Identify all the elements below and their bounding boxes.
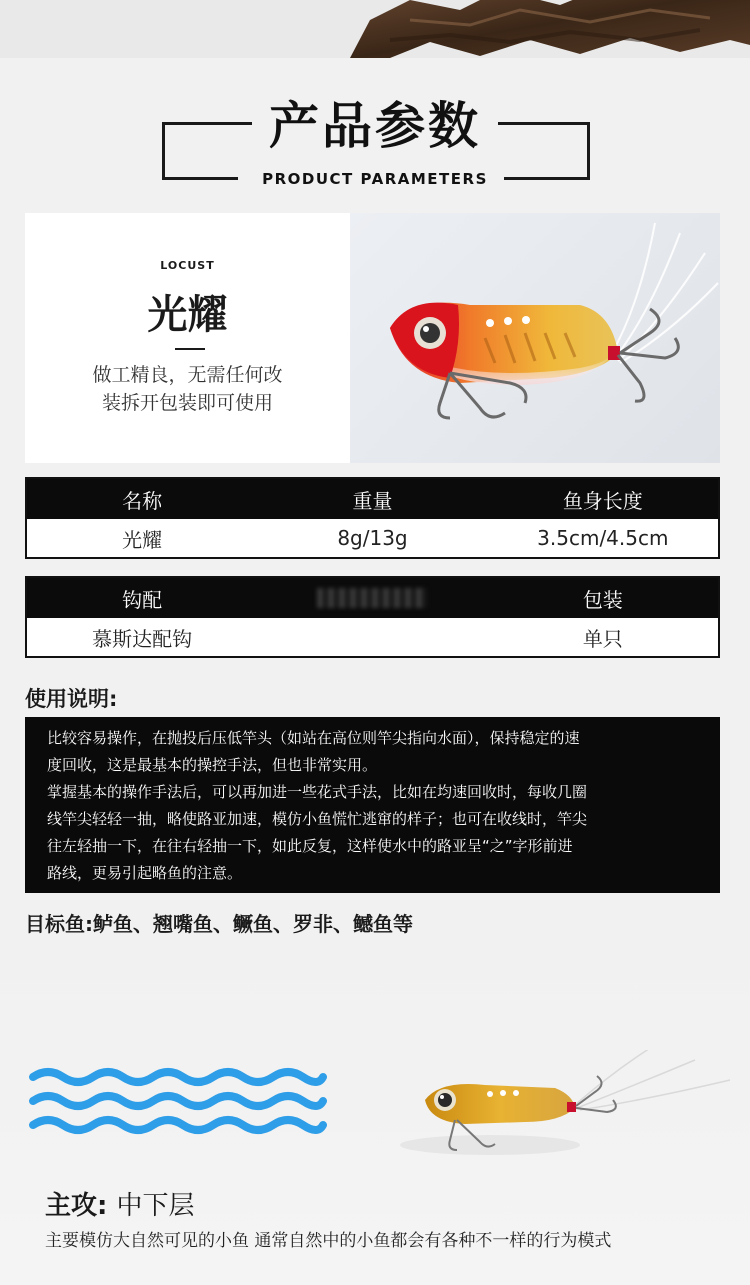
usage-instructions <box>25 717 720 893</box>
header-obscured <box>257 578 487 618</box>
water-wave-icon <box>28 1065 328 1137</box>
target-fish: 目标鱼:鲈鱼、翘嘴鱼、鳜鱼、罗非、鳡鱼等 <box>25 912 413 936</box>
description-line-2: 装拆开包装即可使用 <box>101 392 273 414</box>
hero-info-panel <box>25 213 350 463</box>
usage-line: 掌握基本的操作手法后，可以再加进一些花式手法，比如在均速回收时，每收几圈 <box>47 783 588 801</box>
bottom-section <box>0 950 750 1285</box>
usage-line: 度回收，这是最基本的操控手法，但也非常实用。 <box>47 756 378 774</box>
header-packaging: 包装 <box>582 587 623 612</box>
header-weight: 重量 <box>352 488 393 513</box>
usage-line: 路线，更易引起略鱼的注意。 <box>47 864 243 882</box>
lure-swimming-image <box>395 1050 735 1160</box>
table-row <box>27 519 718 557</box>
product-photo <box>350 213 720 463</box>
usage-line: 线竿尖轻轻一抽，略使路亚加速，模仿小鱼慌忙逃窜的样子；也可在收线时，竿尖 <box>47 810 588 828</box>
top-banner <box>0 0 750 58</box>
lure-image <box>350 213 720 463</box>
product-hero <box>25 213 720 463</box>
table-row <box>27 618 718 656</box>
product-name: 光耀 <box>147 292 228 338</box>
header-hook: 钩配 <box>122 587 163 612</box>
value-name: 光耀 <box>122 527 163 552</box>
spec-table-1-header <box>27 479 718 519</box>
driftwood-image <box>350 0 750 58</box>
header-name: 名称 <box>122 488 163 513</box>
section-subtitle: PRODUCT PARAMETERS <box>262 170 488 188</box>
main-attack-description: 主要模仿大自然可见的小鱼 通常自然中的小鱼都会有各种不一样的行为模式 <box>45 1231 612 1251</box>
section-title: 产品参数 <box>269 97 481 155</box>
main-attack-value: 中下层 <box>116 1191 195 1221</box>
product-description <box>25 361 350 417</box>
spec-table-1 <box>25 477 720 559</box>
spec-table-2-header <box>27 578 718 618</box>
usage-title: 使用说明: <box>25 687 118 711</box>
value-length: 3.5cm/4.5cm <box>537 526 669 550</box>
divider <box>175 348 205 350</box>
obscured-text <box>317 588 427 608</box>
header-length: 鱼身长度 <box>562 488 643 513</box>
value-obscured <box>257 618 487 656</box>
brand-label: LOCUST <box>160 259 215 272</box>
main-attack-label: 主攻: <box>45 1191 108 1221</box>
value-packaging: 单只 <box>582 626 623 651</box>
main-attack <box>45 1185 194 1222</box>
section-header <box>0 80 750 200</box>
usage-line: 比较容易操作，在抛投后压低竿头（如站在高位则竿尖指向水面），保持稳定的速 <box>47 729 580 747</box>
spec-table-2 <box>25 576 720 658</box>
value-hook: 慕斯达配钩 <box>92 626 193 651</box>
usage-line: 往左轻抽一下，在往右轻抽一下，如此反复，这样使水中的路亚呈“之”字形前进 <box>47 837 573 855</box>
value-weight: 8g/13g <box>337 526 408 550</box>
description-line-1: 做工精良，无需任何改 <box>92 364 283 386</box>
